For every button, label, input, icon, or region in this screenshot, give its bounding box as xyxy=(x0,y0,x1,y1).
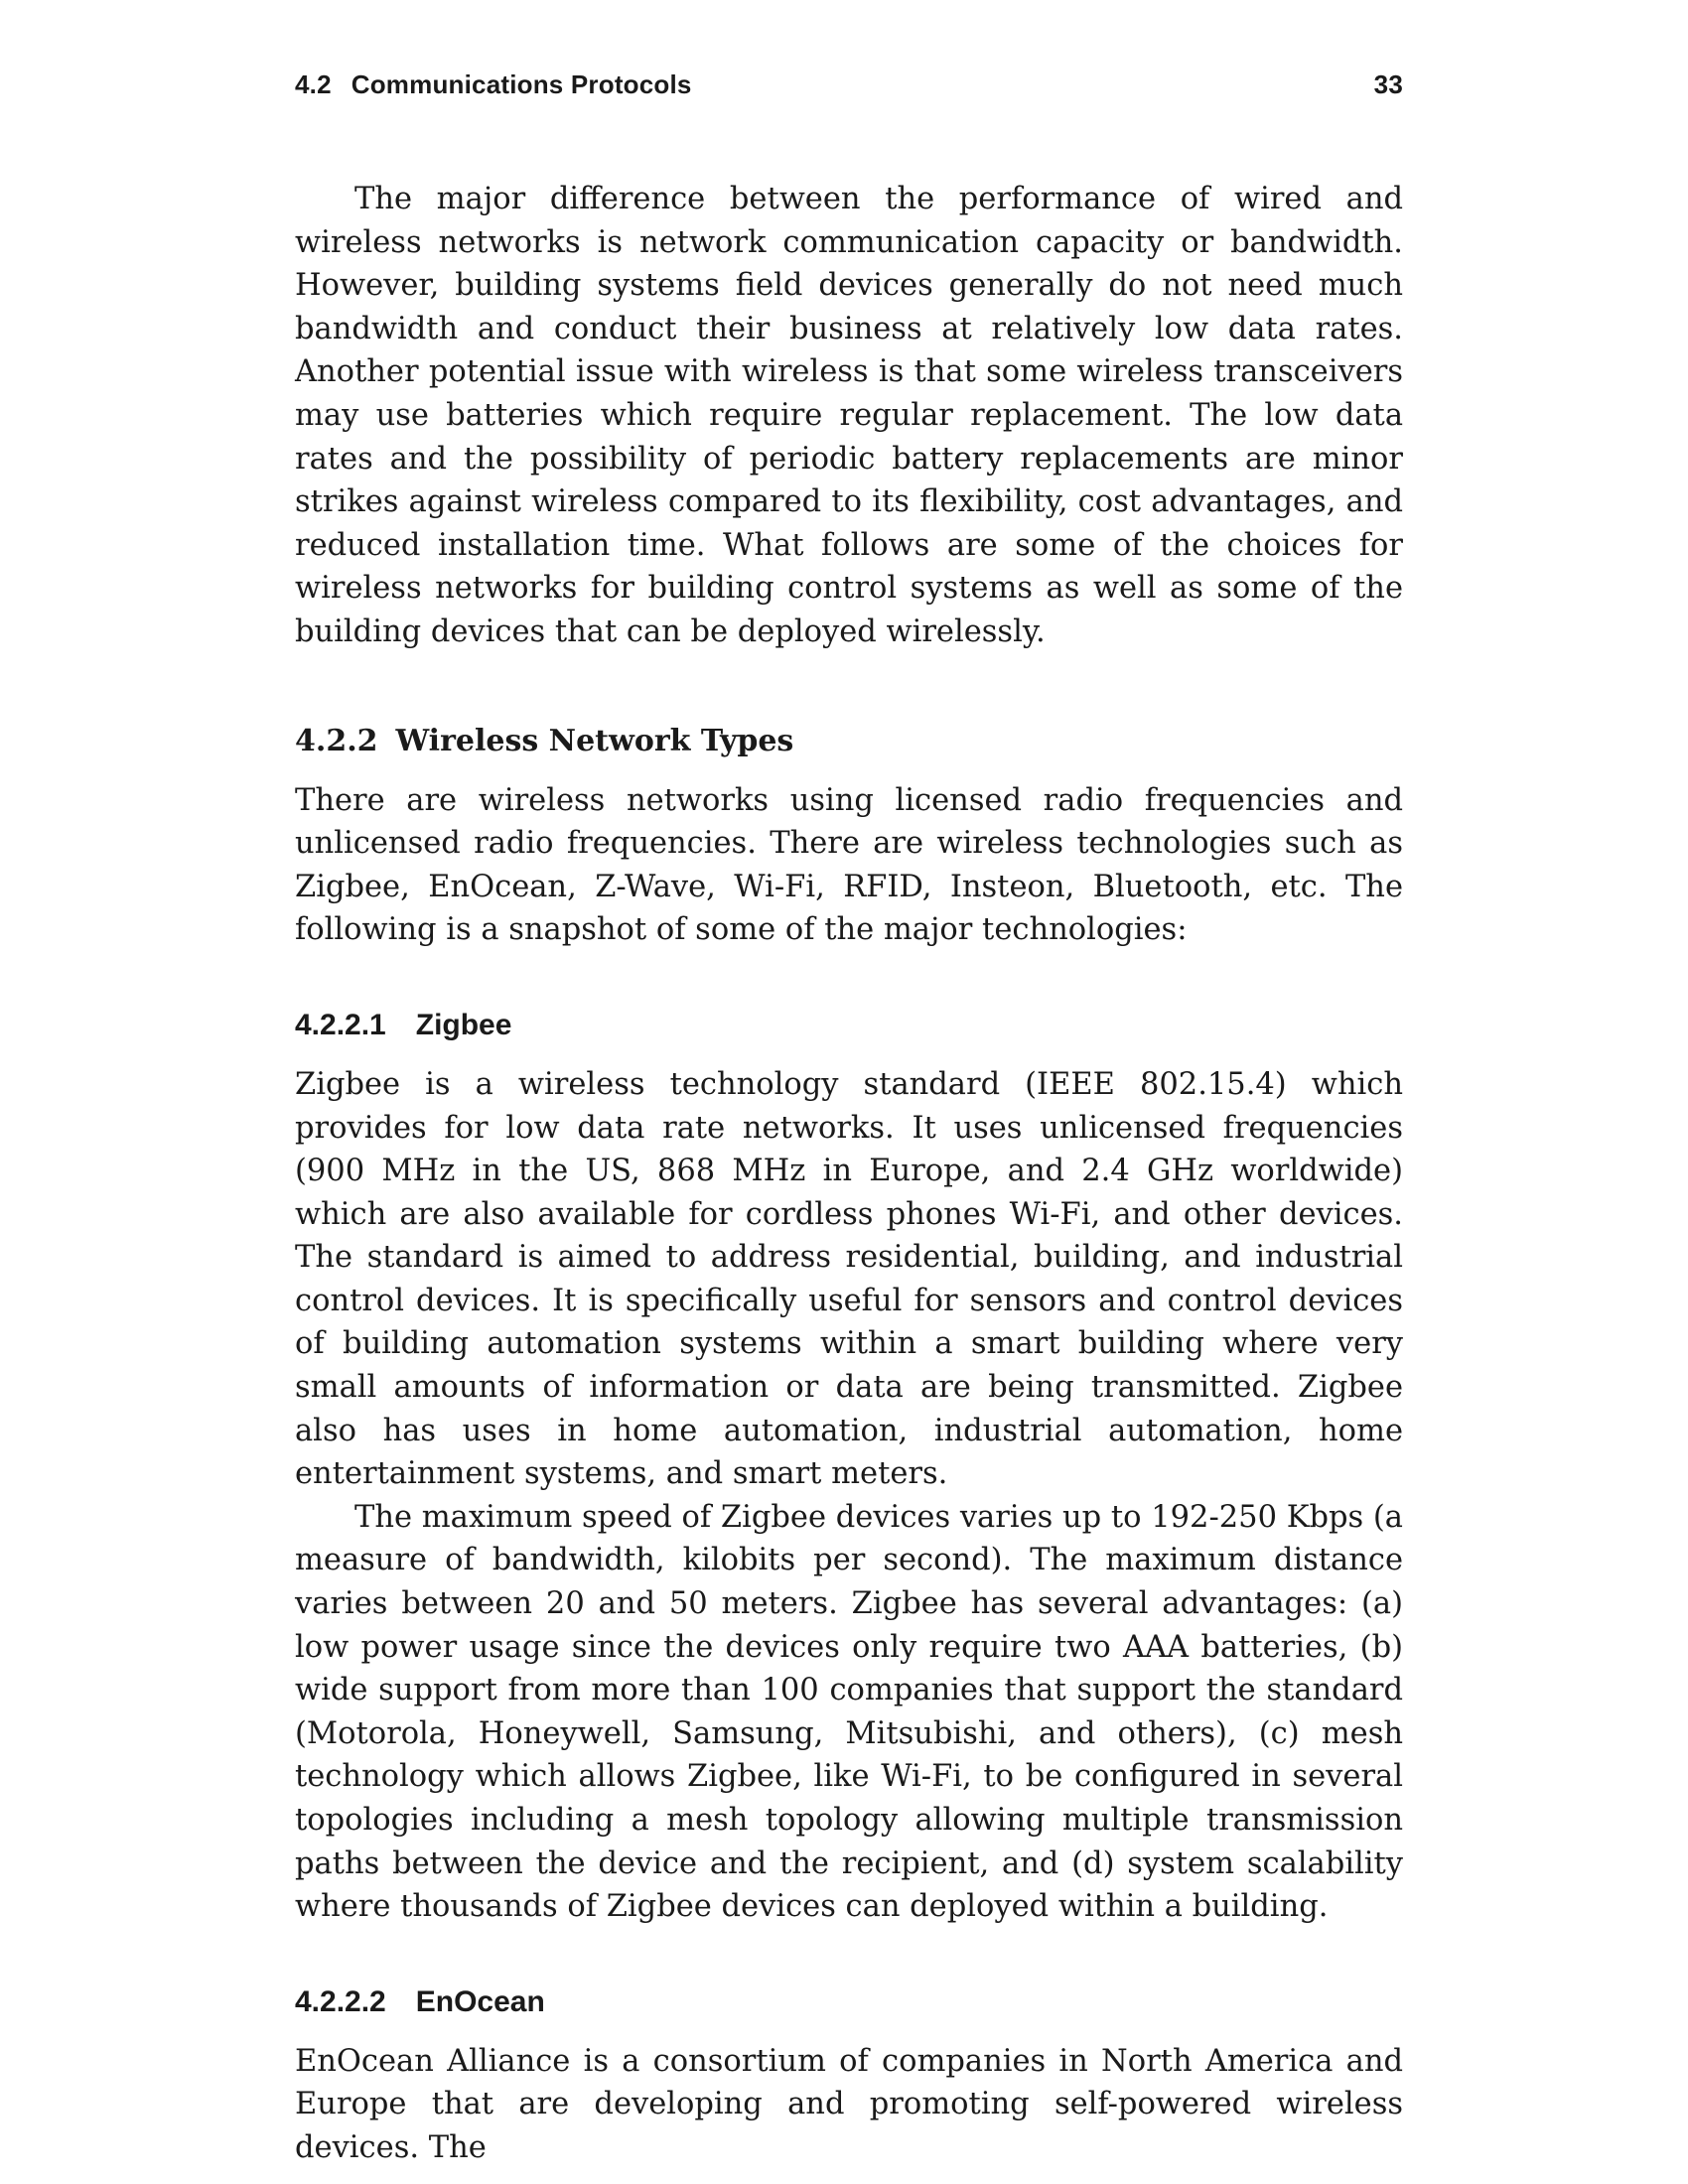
book-page xyxy=(295,69,1403,2170)
zigbee-paragraph-2: The maximum speed of Zigbee devices varies up to 192-250 Kbps (a measure of bandwidth, kilobits per second). The maximum distance varies between 20 and 50 meters. Zigbee has several advantages: (a) low power usage since the devices only require two AAA batteries, (b) wide support from more than 100 companies that support the standard (Motorola, Honeywell, Samsung, Mitsubishi, and others), (c) mesh technology which allows Zigbee, like Wi-Fi, to be configured in several topologies including a mesh topology allowing multiple transmission paths between the device and the recipient, and (d) system scalability where thousands of Zigbee devices can deployed within a building. xyxy=(295,1499,1403,1925)
enocean-paragraph: EnOcean Alliance is a consortium of companies in North America and Europe that are developing and promoting self-powered wireless devices. The xyxy=(295,2043,1403,2165)
header-section-title: Communications Protocols xyxy=(351,69,692,99)
subsection-number: 4.2.2.2 xyxy=(295,1984,386,2018)
wireless-types-paragraph: There are wireless networks using licensed radio frequencies and unlicensed radio frequencies. There are wireless technologies such as Zigbee, EnOcean, Z-Wave, Wi-Fi, RFID, Insteon, Bluetooth, etc. The following is a snapshot of some of the major technologies: xyxy=(295,782,1403,948)
intro-paragraph: The major difference between the performance of wired and wireless networks is network communication capacity or bandwidth. However, building systems field devices generally do not need much bandwidth and conduct their business at relatively low data rates. Another potential issue with wireless is that some wireless transceivers may use batteries which require regular replacement. The low data rates and the possibility of periodic battery replacements are minor strikes against wireless compared to its flexibility, cost advantages, and reduced installation time. What follows are some of the choices for wireless networks for building control systems as well as some of the building devices that can be deployed wirelessly. xyxy=(295,182,1403,649)
header-section-number: 4.2 xyxy=(295,69,332,99)
section-heading-wireless-network-types xyxy=(295,722,1403,761)
subsection-title: EnOcean xyxy=(415,1984,545,2018)
section-number: 4.2.2 xyxy=(295,723,378,758)
zigbee-paragraph-1: Zigbee is a wireless technology standard (IEEE 802.15.4) which provides for low data rate networks. It uses unlicensed frequencies (900 MHz in the US, 868 MHz in Europe, and 2.4 GHz worldwide) which are also available for cordless phones Wi-Fi, and other devices. The standard is aimed to address residential, building, and industrial control devices. It is specifically useful for sensors and control devices of building automation systems within a smart building where very small amounts of information or data are being transmitted. Zigbee also has uses in home automation, industrial automation, home entertainment systems, and smart meters. xyxy=(295,1066,1403,1492)
subsection-heading-enocean xyxy=(295,1982,1403,2022)
page-body xyxy=(295,178,1403,2170)
section-title: Wireless Network Types xyxy=(395,723,794,758)
header-section xyxy=(295,69,692,100)
running-header xyxy=(295,69,1403,109)
subsection-number: 4.2.2.1 xyxy=(295,1008,386,1041)
page-number: 33 xyxy=(1373,69,1403,99)
subsection-title: Zigbee xyxy=(415,1008,512,1041)
subsection-heading-zigbee xyxy=(295,1006,1403,1045)
